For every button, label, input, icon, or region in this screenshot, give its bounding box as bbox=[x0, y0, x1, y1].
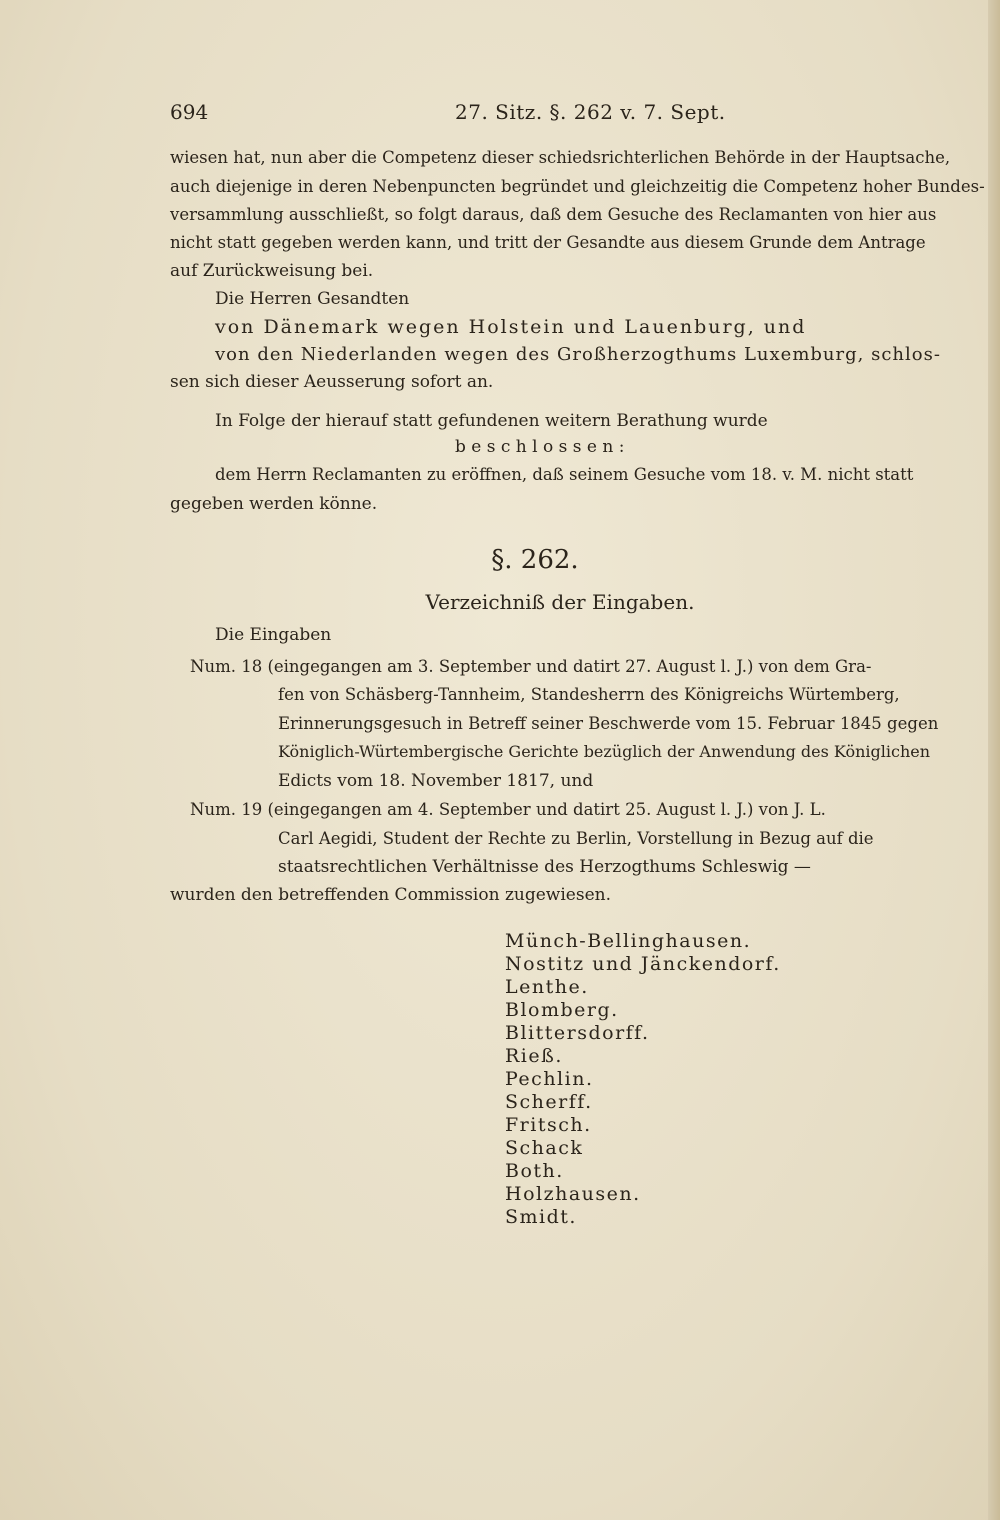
page-number: 694 bbox=[170, 100, 209, 124]
signature: Nostitz und Jänckendorf. bbox=[505, 953, 781, 975]
page-header bbox=[170, 100, 956, 130]
text-line: sen sich dieser Aeusserung sofort an. bbox=[170, 372, 494, 392]
signature: Schack bbox=[505, 1137, 584, 1159]
signature: Smidt. bbox=[505, 1206, 577, 1228]
section-title: Verzeichniß der Eingaben. bbox=[425, 590, 695, 614]
signature: Lenthe. bbox=[505, 976, 589, 998]
entry-18-line: fen von Schäsberg-Tannheim, Standesherrn des Königreichs Würtemberg, bbox=[278, 685, 900, 704]
entry-18-line: Edicts vom 18. November 1817, und bbox=[278, 771, 594, 791]
text-line: auch diejenige in deren Nebenpuncten begründet und gleichzeitig die Competenz hoher Bundes- bbox=[170, 177, 985, 196]
resolution-word: b e s c h l o s s e n : bbox=[455, 437, 625, 457]
text-line: gegeben werden könne. bbox=[170, 494, 378, 514]
entries-intro: Die Eingaben bbox=[215, 625, 332, 645]
entry-19-line: Carl Aegidi, Student der Rechte zu Berlin, Vorstellung in Bezug auf die bbox=[278, 829, 874, 848]
text-line: von den Niederlanden wegen des Großherzogthums Luxemburg, schlos- bbox=[215, 344, 941, 365]
signature: Holzhausen. bbox=[505, 1183, 641, 1205]
page-edge bbox=[988, 0, 1000, 1520]
running-head: 27. Sitz. §. 262 v. 7. Sept. bbox=[455, 100, 726, 124]
text-line: auf Zurückweisung bei. bbox=[170, 261, 374, 281]
signature: Rieß. bbox=[505, 1045, 563, 1067]
entry-19-line: Num. 19 (eingegangen am 4. September und datirt 25. August l. J.) von J. L. bbox=[190, 800, 826, 819]
signature: Pechlin. bbox=[505, 1068, 594, 1090]
text-line: nicht statt gegeben werden kann, und tritt der Gesandte aus diesem Grunde dem Antrage bbox=[170, 233, 926, 252]
signature: Blittersdorff. bbox=[505, 1022, 650, 1044]
entry-18-line: Königlich-Würtembergische Gerichte bezüglich der Anwendung des Königlichen bbox=[278, 742, 931, 761]
text-line: dem Herrn Reclamanten zu eröffnen, daß seinem Gesuche vom 18. v. M. nicht statt bbox=[215, 465, 914, 484]
text-line: Die Herren Gesandten bbox=[215, 289, 410, 309]
closing-line: wurden den betreffenden Commission zugewiesen. bbox=[170, 885, 611, 905]
signature: Scherff. bbox=[505, 1091, 593, 1113]
text-line: von Dänemark wegen Holstein und Lauenburg, und bbox=[215, 316, 807, 338]
entry-18-line: Num. 18 (eingegangen am 3. September und datirt 27. August l. J.) von dem Gra- bbox=[190, 657, 872, 676]
text-line: versammlung ausschließt, so folgt daraus, daß dem Gesuche des Reclamanten von hier aus bbox=[170, 205, 937, 224]
text-line: In Folge der hierauf statt gefundenen weitern Berathung wurde bbox=[215, 411, 768, 431]
text-line: wiesen hat, nun aber die Competenz dieser schiedsrichterlichen Behörde in der Hauptsache, bbox=[170, 148, 951, 167]
entry-19-line: staatsrechtlichen Verhältnisse des Herzogthums Schleswig — bbox=[278, 857, 811, 877]
signature: Fritsch. bbox=[505, 1114, 592, 1136]
entry-18-line: Erinnerungsgesuch in Betreff seiner Beschwerde vom 15. Februar 1845 gegen bbox=[278, 714, 939, 733]
signature: Münch-Bellinghausen. bbox=[505, 930, 752, 952]
signature: Blomberg. bbox=[505, 999, 619, 1021]
signature: Both. bbox=[505, 1160, 564, 1182]
section-number: §. 262. bbox=[491, 545, 579, 575]
